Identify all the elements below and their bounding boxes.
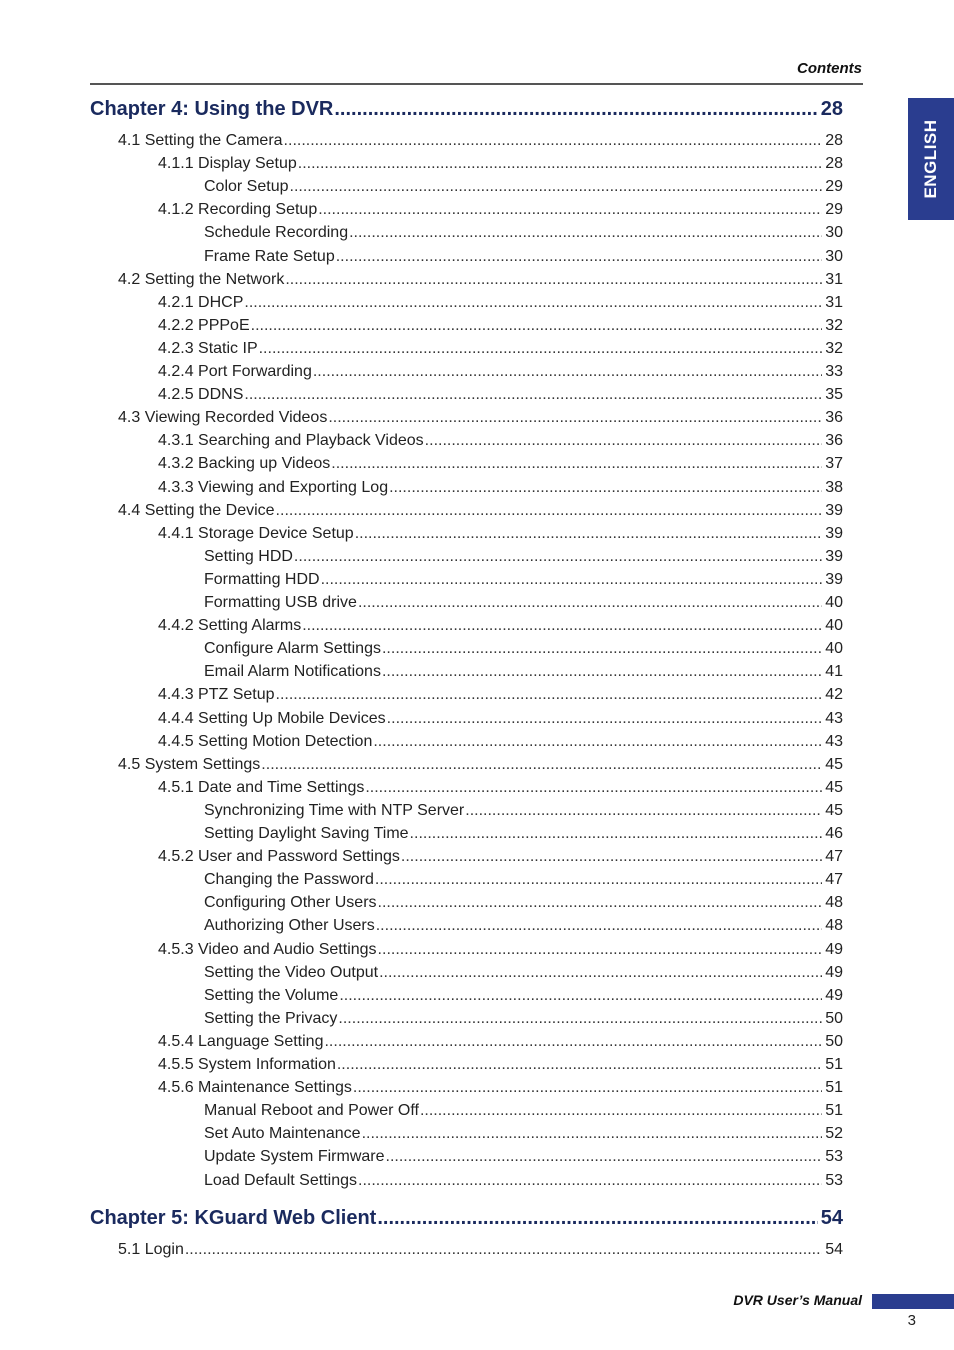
- toc-leader-dots: [378, 892, 823, 914]
- toc-entry-page: 40: [825, 594, 843, 611]
- toc-entry-title: Set Auto Maintenance: [204, 1125, 361, 1143]
- language-tab-label: ENGLISH: [921, 119, 940, 199]
- toc-entry[interactable]: [158, 315, 843, 337]
- toc-entry-title: 4.5.4 Language Setting: [158, 1032, 324, 1050]
- toc-chapter-entry[interactable]: [90, 1205, 843, 1231]
- toc-leader-dots: [334, 96, 817, 122]
- toc-leader-dots: [244, 384, 822, 406]
- toc-leader-dots: [387, 708, 823, 730]
- toc-entry-title: Email Alarm Notifications: [204, 663, 381, 681]
- toc-entry-page: 46: [825, 825, 843, 842]
- toc-entry[interactable]: [158, 453, 843, 475]
- toc-entry-title: Formatting HDD: [204, 570, 320, 588]
- toc-leader-dots: [336, 246, 822, 268]
- toc-leader-dots: [331, 453, 822, 475]
- toc-leader-dots: [379, 962, 822, 984]
- toc-entry-title: Setting Daylight Saving Time: [204, 825, 409, 842]
- toc-entry-title: 4.4.1 Storage Device Setup: [158, 524, 354, 542]
- toc-entry-page: 36: [825, 409, 843, 427]
- header-title: Contents: [797, 60, 862, 77]
- toc-entry-title: Update System Firmware: [204, 1148, 385, 1166]
- toc-leader-dots: [259, 338, 823, 360]
- toc-leader-dots: [401, 846, 822, 868]
- toc-entry[interactable]: [158, 523, 843, 545]
- toc-entry[interactable]: [158, 384, 843, 406]
- toc-entry-title: 4.1.1 Display Setup: [158, 155, 297, 173]
- toc-leader-dots: [375, 869, 822, 891]
- toc-entry-title: Chapter 5: KGuard Web Client: [90, 1206, 377, 1229]
- toc-entry-page: 49: [825, 963, 843, 981]
- toc-entry-title: 4.2 Setting the Network: [118, 270, 285, 288]
- toc-entry-page: 33: [825, 363, 843, 380]
- toc-leader-dots: [386, 1146, 823, 1168]
- toc-entry-page: 47: [825, 848, 843, 866]
- toc-entry-page: 48: [825, 894, 843, 912]
- toc-leader-dots: [298, 153, 822, 175]
- toc-entry-page: 45: [825, 778, 843, 796]
- toc-entry-page: 48: [825, 917, 843, 935]
- language-tab: [908, 98, 954, 220]
- toc-entry-page: 45: [825, 801, 843, 819]
- toc-entry[interactable]: [158, 1054, 843, 1076]
- toc-leader-dots: [349, 222, 822, 244]
- toc-leader-dots: [410, 823, 823, 845]
- toc-entry-title: Color Setup: [204, 178, 289, 196]
- toc-leader-dots: [420, 1100, 822, 1122]
- toc-entry-page: 50: [825, 1009, 843, 1027]
- toc-entry-page: 43: [825, 709, 843, 727]
- toc-entry-page: 30: [825, 224, 843, 242]
- toc-entry[interactable]: [204, 1123, 843, 1145]
- toc-entry-page: 42: [825, 686, 843, 704]
- toc-entry[interactable]: [204, 222, 843, 244]
- toc-entry[interactable]: [158, 846, 843, 868]
- toc-entry-title: 4.1.2 Recording Setup: [158, 201, 318, 219]
- toc-entry-title: Configure Alarm Settings: [204, 640, 381, 658]
- toc-leader-dots: [425, 430, 823, 452]
- toc-entry-title: Load Default Settings: [204, 1171, 357, 1189]
- toc-leader-dots: [251, 315, 823, 337]
- toc-leader-dots: [358, 1170, 822, 1192]
- toc-entry-page: 38: [825, 478, 843, 496]
- toc-entry-page: 54: [820, 1206, 843, 1229]
- toc-entry-title: 4.5 System Settings: [118, 755, 261, 773]
- toc-leader-dots: [355, 523, 823, 545]
- toc-entry[interactable]: [158, 777, 843, 799]
- toc-entry-page: 51: [825, 1079, 843, 1097]
- toc-entry-page: 49: [825, 940, 843, 958]
- toc-leader-dots: [313, 361, 822, 383]
- toc-entry[interactable]: [158, 1031, 843, 1053]
- toc-entry-title: 4.5.2 User and Password Settings: [158, 848, 400, 866]
- toc-entry[interactable]: [118, 130, 843, 152]
- toc-leader-dots: [377, 1205, 817, 1231]
- toc-entry[interactable]: [204, 661, 843, 683]
- toc-entry-title: 4.4.2 Setting Alarms: [158, 617, 302, 635]
- toc-entry-page: 28: [820, 98, 843, 120]
- toc-entry[interactable]: [204, 1146, 843, 1168]
- toc-entry-title: 4.5.3 Video and Audio Settings: [158, 940, 377, 958]
- toc-entry-page: 53: [825, 1148, 843, 1166]
- toc-leader-dots: [185, 1239, 822, 1261]
- toc-entry-title: Setting HDD: [204, 547, 293, 565]
- toc-entry-title: Setting the Privacy: [204, 1009, 338, 1027]
- toc-entry-page: 39: [825, 524, 843, 542]
- toc-entry-page: 51: [825, 1102, 843, 1120]
- toc-entry[interactable]: [118, 1239, 843, 1261]
- header-rule: [90, 83, 863, 85]
- toc-entry-page: 32: [825, 316, 843, 334]
- toc-entry[interactable]: [204, 1170, 843, 1192]
- toc-leader-dots: [339, 985, 822, 1007]
- toc-entry[interactable]: [204, 592, 843, 614]
- toc-entry[interactable]: [158, 708, 843, 730]
- toc-entry[interactable]: [158, 684, 843, 706]
- toc-entry[interactable]: [204, 869, 843, 891]
- toc-entry-title: Setting the Video Output: [204, 963, 379, 981]
- toc-entry-page: 53: [825, 1171, 843, 1189]
- toc-entry[interactable]: [204, 985, 843, 1007]
- toc-leader-dots: [365, 777, 822, 799]
- toc-entry-title: 4.2.2 PPPoE: [158, 316, 250, 334]
- toc-entry-title: 4.3.1 Searching and Playback Videos: [158, 432, 424, 450]
- toc-leader-dots: [358, 592, 822, 614]
- toc-entry[interactable]: [158, 1077, 843, 1099]
- toc-leader-dots: [382, 661, 822, 683]
- toc-leader-dots: [382, 638, 822, 660]
- toc-entry-title: Frame Rate Setup: [204, 247, 335, 265]
- toc-entry[interactable]: [158, 615, 843, 637]
- toc-entry[interactable]: [204, 638, 843, 660]
- toc-entry-title: 4.2.3 Static IP: [158, 339, 258, 357]
- toc-entry-page: 37: [825, 455, 843, 473]
- toc-entry[interactable]: [158, 430, 843, 452]
- toc-entry-title: 4.3.3 Viewing and Exporting Log: [158, 478, 389, 496]
- toc-entry-page: 51: [825, 1056, 843, 1073]
- toc-entry-title: 4.2.5 DDNS: [158, 386, 244, 404]
- toc-leader-dots: [389, 477, 822, 499]
- toc-leader-dots: [276, 684, 823, 706]
- toc-leader-dots: [290, 176, 823, 198]
- toc-entry-page: 43: [825, 732, 843, 750]
- toc-entry[interactable]: [204, 800, 843, 822]
- toc-entry-page: 30: [825, 247, 843, 265]
- toc-entry-title: Configuring Other Users: [204, 894, 377, 912]
- toc-leader-dots: [328, 407, 822, 429]
- toc-entry-page: 45: [825, 755, 843, 773]
- toc-entry-title: 4.3 Viewing Recorded Videos: [118, 409, 328, 427]
- toc-leader-dots: [261, 754, 822, 776]
- toc-entry-title: 4.5.5 System Information: [158, 1056, 336, 1073]
- toc-entry-page: 41: [825, 663, 843, 681]
- toc-leader-dots: [276, 500, 823, 522]
- toc-entry-page: 29: [825, 201, 843, 219]
- toc-entry[interactable]: [118, 500, 843, 522]
- toc-entry[interactable]: [204, 892, 843, 914]
- toc-entry[interactable]: [118, 407, 843, 429]
- toc-leader-dots: [318, 199, 822, 221]
- toc-entry[interactable]: [158, 338, 843, 360]
- toc-entry[interactable]: [158, 199, 843, 221]
- toc-leader-dots: [362, 1123, 823, 1145]
- toc-entry-page: 39: [825, 501, 843, 519]
- toc-entry-title: 4.4.3 PTZ Setup: [158, 686, 275, 704]
- footer-bar: [872, 1294, 954, 1309]
- toc-entry-page: 54: [825, 1240, 843, 1258]
- toc-entry[interactable]: [158, 731, 843, 753]
- toc-entry-page: 35: [825, 386, 843, 404]
- toc-entry-page: 29: [825, 178, 843, 196]
- page-number: 3: [907, 1312, 916, 1329]
- toc-leader-dots: [302, 615, 822, 637]
- toc-entry-page: 40: [825, 640, 843, 658]
- toc-entry[interactable]: [158, 292, 843, 314]
- toc-entry-title: Schedule Recording: [204, 224, 349, 242]
- toc-leader-dots: [378, 939, 823, 961]
- toc-entry-title: Chapter 4: Using the DVR: [90, 98, 334, 120]
- toc-entry-page: 47: [825, 871, 843, 889]
- toc-entry-title: 4.1 Setting the Camera: [118, 132, 283, 149]
- toc-entry-title: Changing the Password: [204, 871, 374, 889]
- toc-entry-page: 31: [825, 270, 843, 288]
- toc-entry[interactable]: [118, 269, 843, 291]
- toc-entry[interactable]: [204, 176, 843, 198]
- toc-entry-page: 39: [825, 547, 843, 565]
- toc-entry[interactable]: [204, 915, 843, 937]
- toc-entry[interactable]: [118, 754, 843, 776]
- toc-entry[interactable]: [204, 962, 843, 984]
- toc-leader-dots: [373, 731, 822, 753]
- toc-chapter-entry[interactable]: [90, 96, 843, 122]
- toc-entry-page: 36: [825, 432, 843, 450]
- toc-entry-title: 5.1 Login: [118, 1240, 184, 1258]
- toc-leader-dots: [244, 292, 822, 314]
- toc-entry-title: 4.4.5 Setting Motion Detection: [158, 732, 373, 750]
- toc-leader-dots: [465, 800, 822, 822]
- toc-entry-page: 32: [825, 339, 843, 357]
- toc-leader-dots: [284, 130, 823, 152]
- toc-entry-title: Formatting USB drive: [204, 594, 357, 611]
- toc-entry-title: 4.2.4 Port Forwarding: [158, 363, 312, 380]
- toc-entry-page: 39: [825, 570, 843, 588]
- toc-entry-title: 4.2.1 DHCP: [158, 293, 244, 311]
- toc-entry[interactable]: [204, 1008, 843, 1030]
- toc-leader-dots: [376, 915, 822, 937]
- toc-entry[interactable]: [204, 823, 843, 845]
- toc-entry-title: Setting the Volume: [204, 986, 339, 1004]
- toc-entry-page: 31: [825, 293, 843, 311]
- toc-entry[interactable]: [158, 361, 843, 383]
- toc-entry[interactable]: [204, 246, 843, 268]
- toc-entry[interactable]: [204, 546, 843, 568]
- toc-leader-dots: [321, 569, 823, 591]
- toc-leader-dots: [324, 1031, 822, 1053]
- toc-entry[interactable]: [158, 153, 843, 175]
- toc-entry-title: 4.5.1 Date and Time Settings: [158, 778, 365, 796]
- toc-leader-dots: [353, 1077, 822, 1099]
- toc-entry-title: Synchronizing Time with NTP Server: [204, 801, 465, 819]
- toc-leader-dots: [338, 1008, 822, 1030]
- toc-entry[interactable]: [158, 939, 843, 961]
- toc-entry-page: 52: [825, 1125, 843, 1143]
- toc-entry-title: 4.3.2 Backing up Videos: [158, 455, 331, 473]
- toc-entry[interactable]: [158, 477, 843, 499]
- toc-entry-page: 49: [825, 986, 843, 1004]
- toc-entry[interactable]: [204, 1100, 843, 1122]
- toc-entry-title: 4.5.6 Maintenance Settings: [158, 1079, 352, 1097]
- toc-leader-dots: [337, 1054, 822, 1076]
- toc-entry-title: Manual Reboot and Power Off: [204, 1102, 419, 1120]
- footer-title: DVR User’s Manual: [733, 1292, 862, 1308]
- toc-entry-page: 28: [825, 155, 843, 173]
- toc-entry-title: 4.4.4 Setting Up Mobile Devices: [158, 709, 386, 727]
- toc-leader-dots: [285, 269, 822, 291]
- toc-entry-page: 28: [825, 132, 843, 149]
- toc-leader-dots: [294, 546, 822, 568]
- toc-entry[interactable]: [204, 569, 843, 591]
- toc-entry-title: Authorizing Other Users: [204, 917, 375, 935]
- toc-entry-title: 4.4 Setting the Device: [118, 501, 275, 519]
- toc-entry-page: 40: [825, 617, 843, 635]
- toc-entry-page: 50: [825, 1032, 843, 1050]
